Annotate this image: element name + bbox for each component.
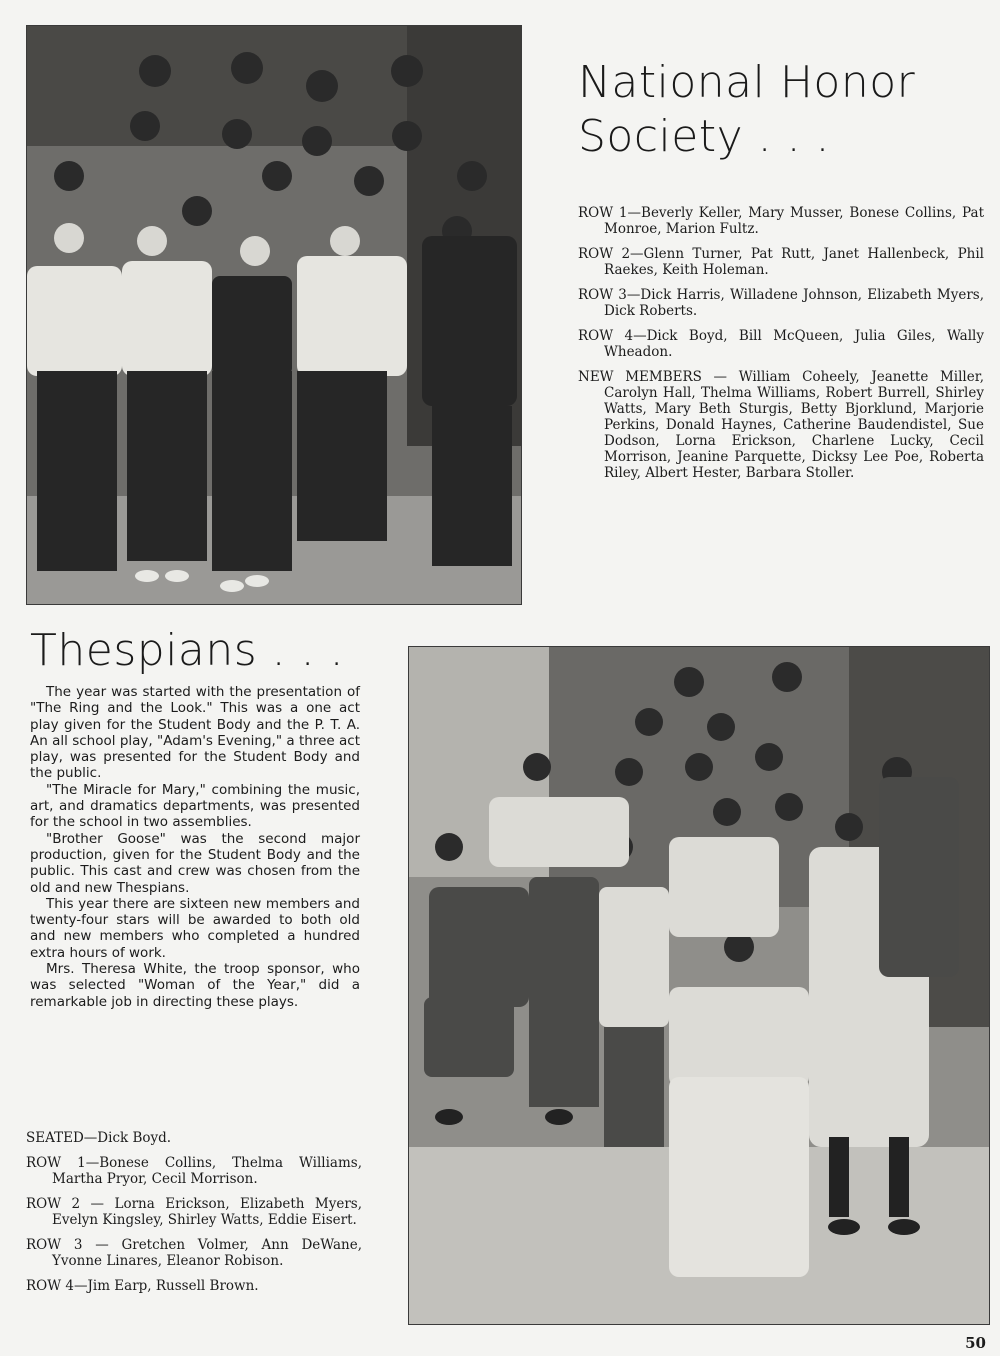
nhs-photo-image bbox=[27, 26, 521, 604]
thespians-row-4: ROW 4—Jim Earp, Russell Brown. bbox=[26, 1278, 259, 1294]
thespians-title: Thespians . . . bbox=[30, 625, 345, 676]
thespians-row-3: ROW 3 — Gretchen Volmer, Ann DeWane, Yvonne Linares, Eleanor Robison. bbox=[26, 1237, 362, 1269]
nhs-row-2: ROW 2—Glenn Turner, Pat Rutt, Janet Hallenbeck, Phil Raekes, Keith Holeman. bbox=[578, 246, 984, 278]
nhs-row-3: ROW 3—Dick Harris, Willadene Johnson, Elizabeth Myers, Dick Roberts. bbox=[578, 287, 984, 319]
page-number: 50 bbox=[965, 1334, 986, 1352]
nhs-roster bbox=[578, 205, 984, 490]
thespians-photo-image bbox=[409, 647, 989, 1324]
thespians-row-1: ROW 1—Bonese Collins, Thelma Williams, Martha Pryor, Cecil Morrison. bbox=[26, 1155, 362, 1187]
nhs-row-1: ROW 1—Beverly Keller, Mary Musser, Bonese Collins, Pat Monroe, Marion Fultz. bbox=[578, 205, 984, 237]
thespians-paragraph-3: "Brother Goose" was the second major production, given for the Student Body and the public. This cast and crew was chosen from the old and new Thespians. bbox=[30, 830, 360, 896]
thespians-seated: SEATED—Dick Boyd. bbox=[26, 1130, 172, 1146]
thespians-paragraph-4: This year there are sixteen new members and twenty-four stars will be awarded to both old and new members who completed a hundred extra hours of work. bbox=[30, 895, 360, 961]
nhs-row-4: ROW 4—Dick Boyd, Bill McQueen, Julia Giles, Wally Wheadon. bbox=[578, 328, 984, 360]
nhs-group-photo bbox=[26, 25, 522, 605]
thespians-group-photo bbox=[408, 646, 990, 1325]
nhs-title: National Honor Society . . . bbox=[578, 57, 916, 162]
thespians-paragraph-1: The year was started with the presentation of "The Ring and the Look." This was a one act play given for the Student Body and the P. T. A. An all school play, "Adam's Evening," a three act play, was presented for the Student Body and the public. bbox=[30, 684, 360, 782]
thespians-paragraph-5: Mrs. Theresa White, the troop sponsor, who was selected "Woman of the Year," did a remarkable job in directing these plays. bbox=[30, 961, 360, 1010]
thespians-row-2: ROW 2 — Lorna Erickson, Elizabeth Myers, Evelyn Kingsley, Shirley Watts, Eddie Eisert. bbox=[26, 1196, 362, 1228]
nhs-new-members: NEW MEMBERS — William Coheely, Jeanette Miller, Carolyn Hall, Thelma Williams, Robert Burrell, Shirley Watts, Mary Beth Sturgis, Betty Bjorklund, Marjorie Perkins, Donald Haynes, Catherine Baudendistel, Sue Dodson, Lorna Erickson, Charlene Lucky, Cecil Morrison, Jeanine Parquette, Dicksy Lee Poe, Roberta Riley, Albert Hester, Barbara Stoller. bbox=[578, 369, 984, 481]
thespians-paragraph-2: "The Miracle for Mary," combining the music, art, and dramatics departments, was presented for the school in two assemblies. bbox=[30, 781, 360, 831]
thespians-article bbox=[30, 684, 360, 1010]
thespians-roster bbox=[26, 1130, 362, 1303]
